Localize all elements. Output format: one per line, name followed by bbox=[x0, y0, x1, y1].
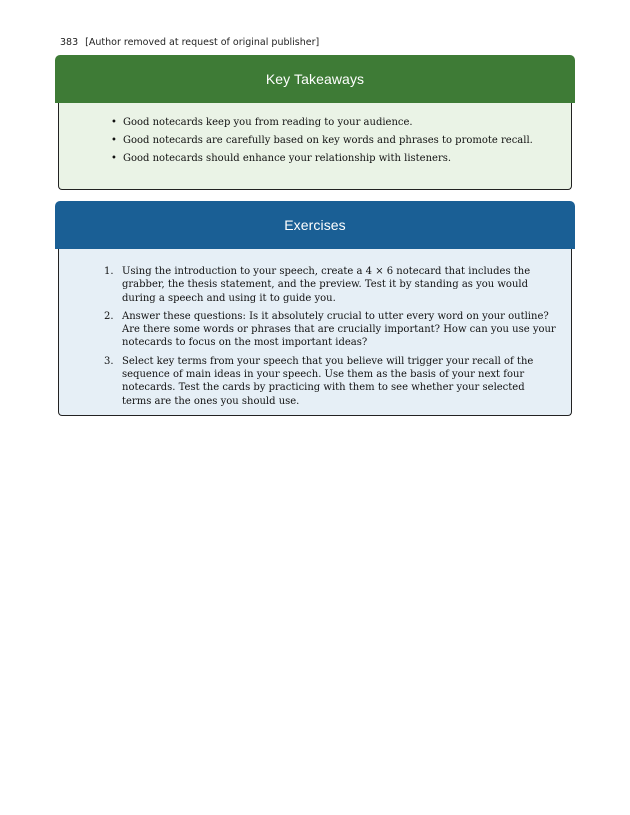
exercise-number: 1. bbox=[104, 266, 114, 277]
takeaway-item: • Good notecards should enhance your relationship with listeners. bbox=[111, 152, 561, 165]
key-takeaways-header bbox=[55, 55, 575, 103]
exercises-title: Exercises bbox=[284, 217, 346, 233]
exercises-header bbox=[55, 201, 575, 249]
takeaway-item: • Good notecards are carefully based on key words and phrases to promote recall. bbox=[111, 134, 561, 147]
exercise-text: Answer these questions: Is it absolutely crucial to utter every word on your outline? Are there some words or phrases that are crucially important? How can you use your notecards to focus on the most important ideas? bbox=[122, 310, 556, 349]
exercise-item bbox=[104, 310, 557, 350]
exercises-box bbox=[55, 201, 575, 416]
running-title: [Author removed at request of original publisher] bbox=[85, 37, 320, 48]
key-takeaways-title: Key Takeaways bbox=[265, 71, 365, 87]
page-header bbox=[60, 37, 319, 48]
exercise-item bbox=[104, 355, 557, 408]
key-takeaways-list bbox=[111, 116, 561, 165]
exercise-item bbox=[104, 265, 557, 305]
exercise-number: 2. bbox=[104, 310, 114, 322]
key-takeaways-box bbox=[55, 55, 575, 190]
exercises-list bbox=[104, 265, 557, 408]
takeaway-item: • Good notecards keep you from reading to your audience. bbox=[111, 116, 561, 129]
exercises-body bbox=[58, 249, 572, 416]
exercise-number: 3. bbox=[104, 355, 114, 367]
key-takeaways-body bbox=[58, 103, 572, 190]
exercise-text: Select key terms from your speech that you believe will trigger your recall of the sequence of main ideas in your speech. Use them as the basis of your next four notecards. Test the cards by practicing with them to see whether your selected terms are the ones you should use. bbox=[122, 355, 534, 407]
exercise-text: Using the introduction to your speech, create a 4 × 6 notecard that includes the grabber, the thesis statement, and the preview. Test it by standing as you would during a speech and using it to guide you. bbox=[122, 266, 531, 304]
page-number: 383 bbox=[60, 37, 79, 48]
